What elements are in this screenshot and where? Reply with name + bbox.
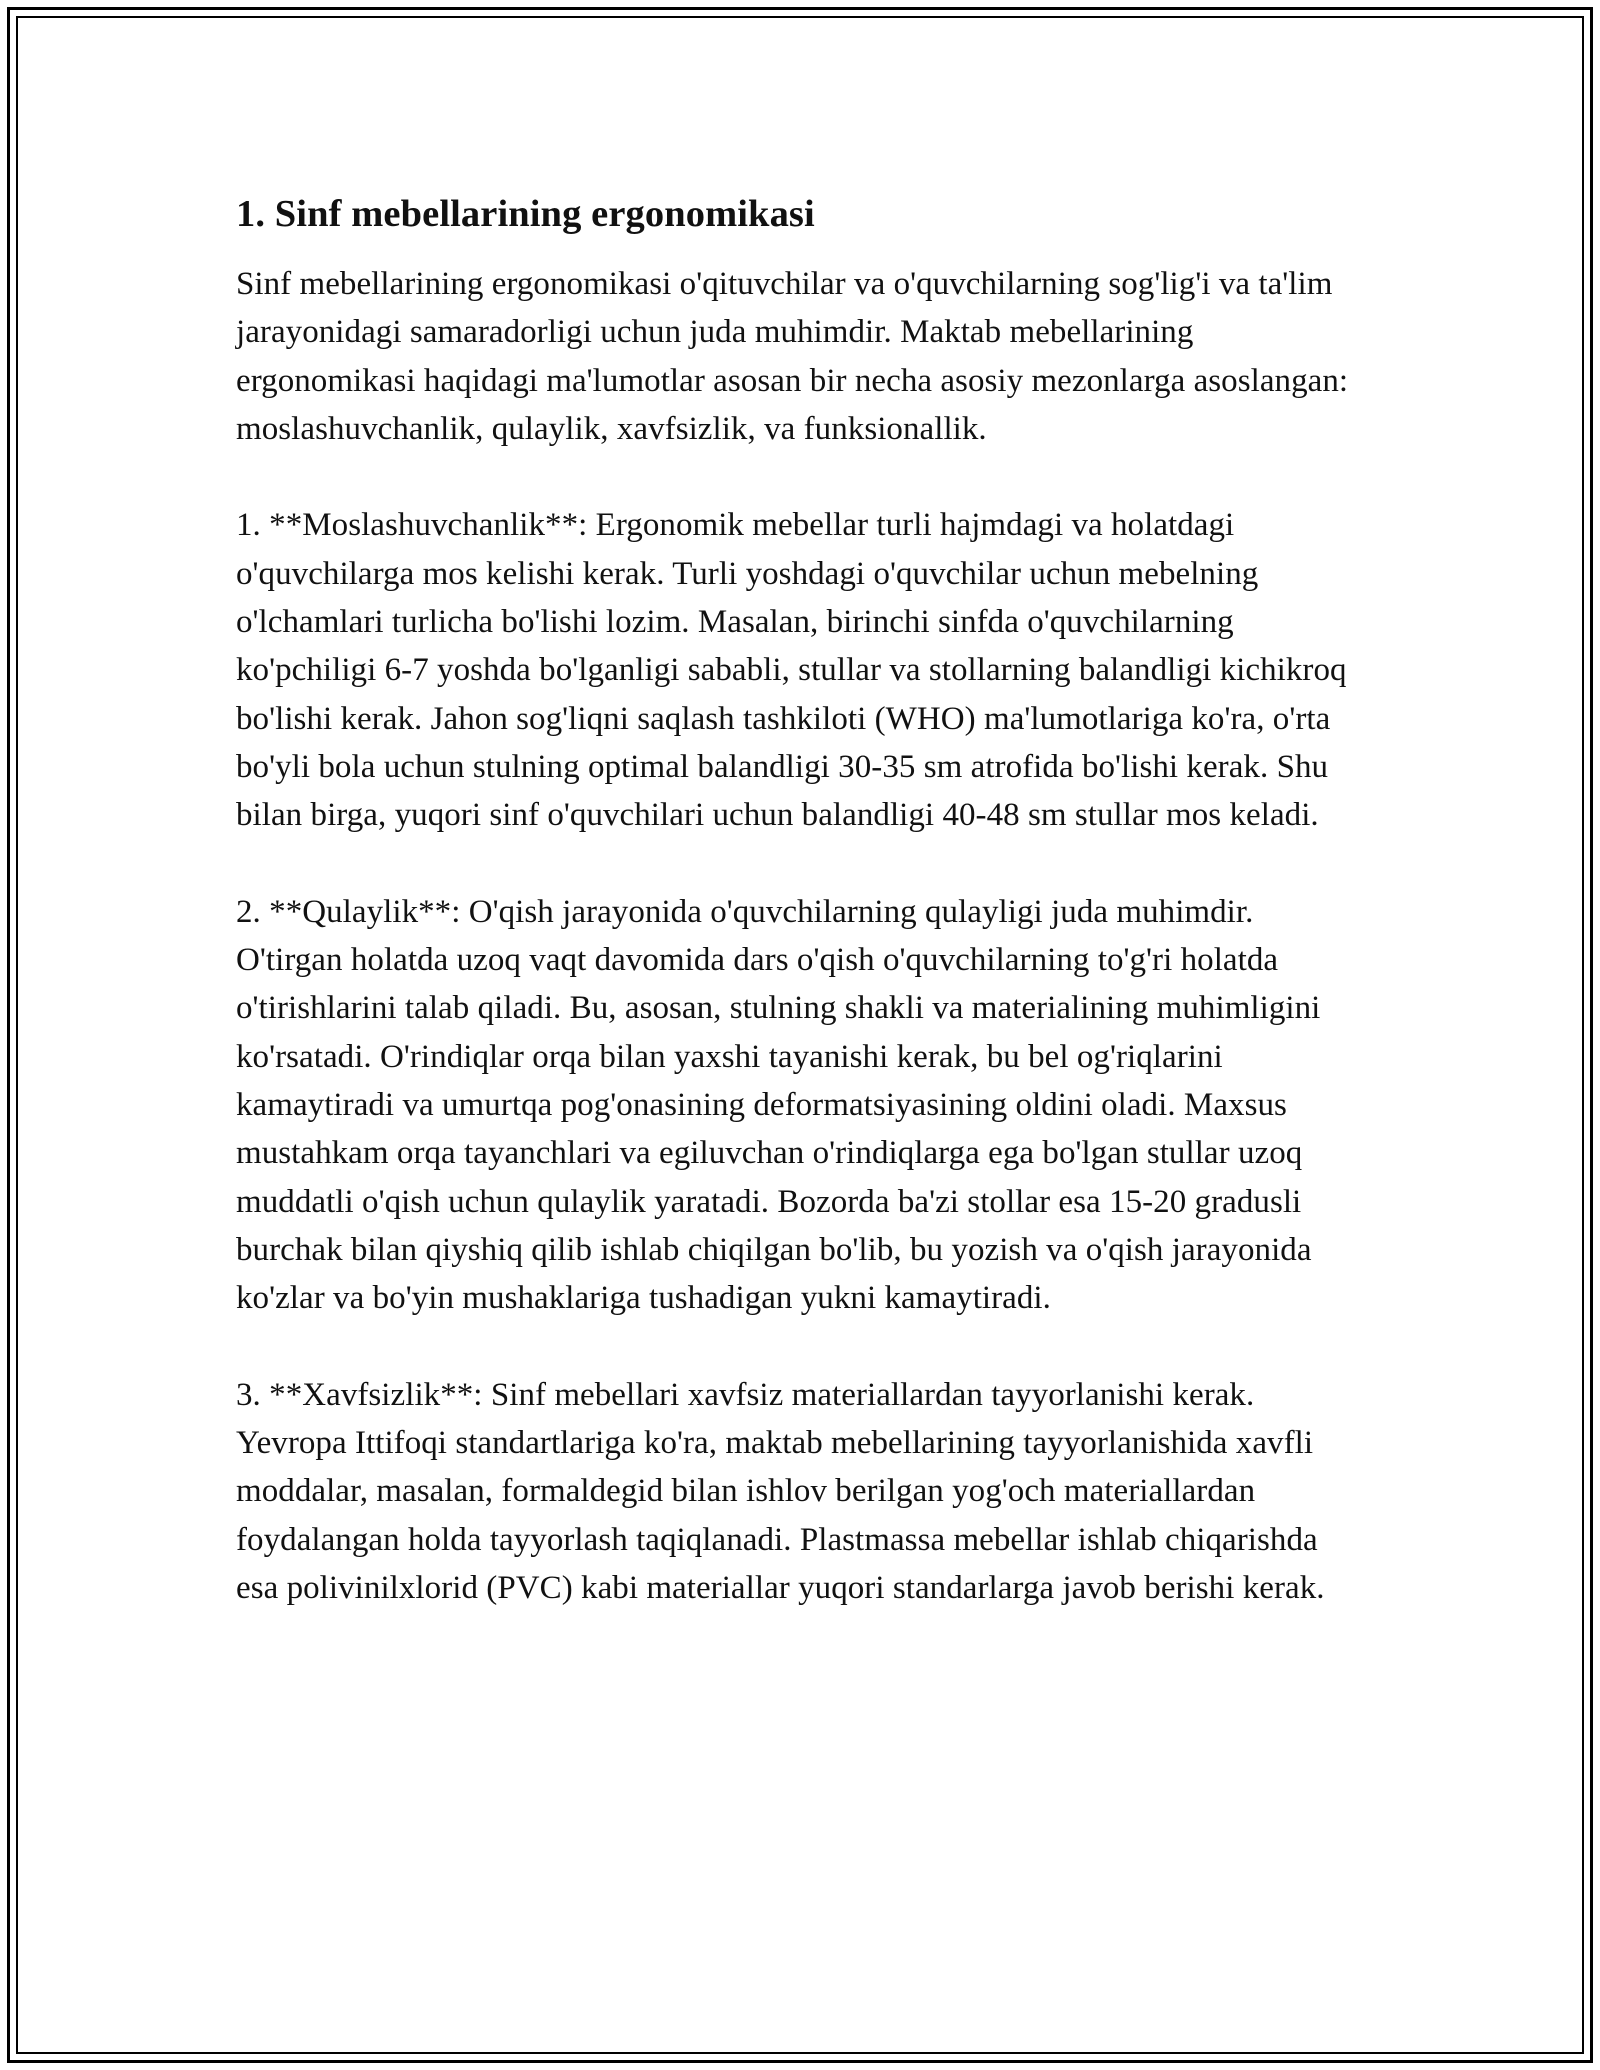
paragraph-qulaylik: 2. **Qulaylik**: O'qish jarayonida o'quvchilarning qulayligi juda muhimdir. O'tirgan holatda uzoq vaqt davomida dars o'qish o'quvchilarning to'g'ri holatda o'tirishlarini talab qiladi. Bu, asosan, stulning shakli va materialining muhimligini ko'rsatadi. O'rindiqlar orqa bilan yaxshi tayanishi kerak, bu bel og'riqlarini kamaytiradi va umurtqa pog'onasining deformatsiyasining oldini oladi. Maxsus mustahkam orqa tayanchlari va egiluvchan o'rindiqlarga ega bo'lgan stullar uzoq muddatli o'qish uchun qulaylik yaratadi. Bozorda ba'zi stollar esa 15-20 gradusli burchak bilan qiyshiq qilib ishlab chiqilgan bo'lib, bu yozish va o'qish jarayonida ko'zlar va bo'yin mushaklariga tushadigan yukni kamaytiradi. xyxy=(236,893,1321,1317)
document-body xyxy=(236,186,1366,1661)
intro-paragraph: Sinf mebellarining ergonomikasi o'qituvchilar va o'quvchilarning sog'lig'i va ta'lim jarayonidagi samaradorligi uchun juda muhimdir. Maktab mebellarining ergonomikasi haqidagi ma'lumotlar asosan bir necha asosiy mezonlarga asoslangan: moslashuvchanlik, qulaylik, xavfsizlik, va funksionallik. xyxy=(236,266,1349,447)
paragraph-xavfsizlik: 3. **Xavfsizlik**: Sinf mebellari xavfsiz materiallardan tayyorlanishi kerak. Yevropa Ittifoqi standartlariga ko'ra, maktab mebellarining tayyorlanishida xavfli moddalar, masalan, formaldegid bilan ishlov berilgan yog'och materiallardan foydalangan holda tayyorlash taqiqlanadi. Plastmassa mebellar ishlab chiqarishda esa polivinilxlorid (PVC) kabi materiallar yuqori standarlarga javob berishi kerak. xyxy=(236,1376,1325,1607)
paragraph-moslashuvchanlik: 1. **Moslashuvchanlik**: Ergonomik mebellar turli hajmdagi va holatdagi o'quvchilarga mos kelishi kerak. Turli yoshdagi o'quvchilar uchun mebelning o'lchamlari turlicha bo'lishi lozim. Masalan, birinchi sinfda o'quvchilarning ko'pchiligi 6-7 yoshda bo'lganligi sababli, stullar va stollarning balandligi kichikroq bo'lishi kerak. Jahon sog'liqni saqlash tashkiloti (WHO) ma'lumotlariga ko'ra, o'rta bo'yli bola uchun stulning optimal balandligi 30-35 sm atrofida bo'lishi kerak. Shu bilan birga, yuqori sinf o'quvchilari uchun balandligi 40-48 sm stullar mos keladi. xyxy=(236,507,1347,834)
section-heading: 1. Sinf mebellarining ergonomikasi xyxy=(236,193,815,235)
